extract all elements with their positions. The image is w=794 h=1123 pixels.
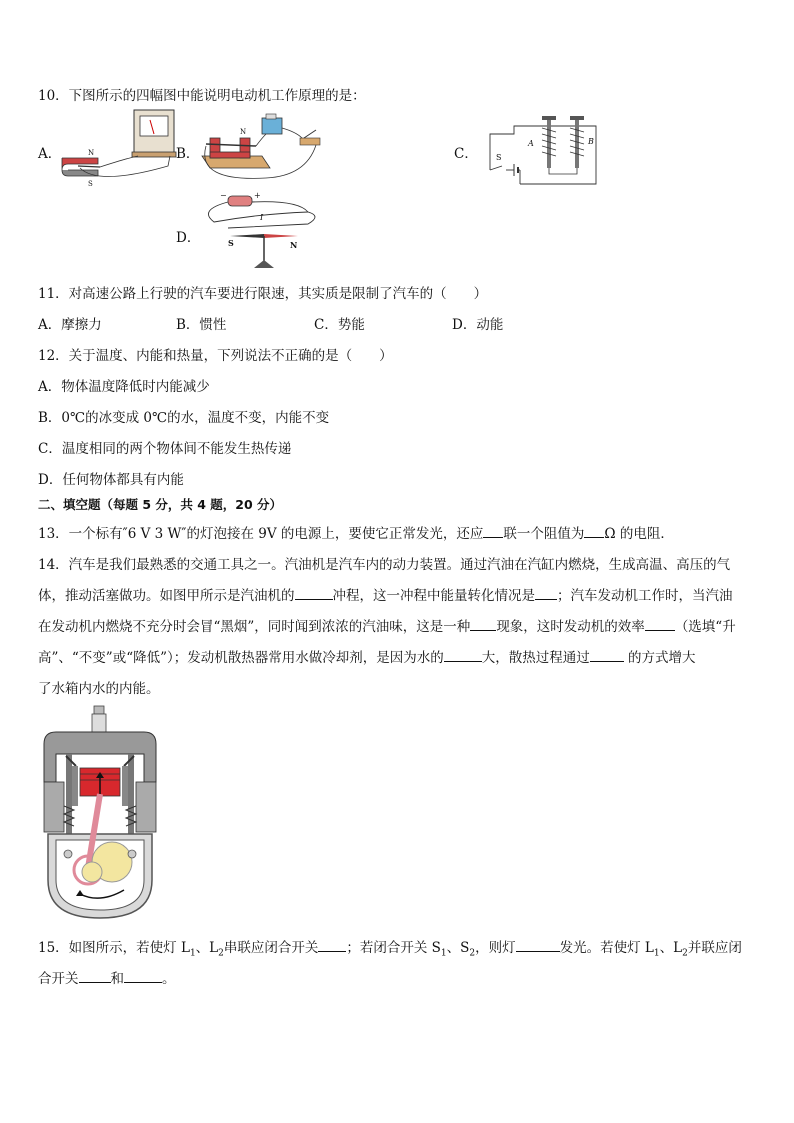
q14-l4-part-a: 高”、“不变”或“降低”）；发动机散热器常用水做冷却剂，是因为水的 xyxy=(38,650,444,666)
q14-l3-part-a: 在发动机内燃烧不充分时会冒“黑烟”，同时闻到浓浓的汽油味，这是一种 xyxy=(38,619,471,635)
q15-sub-l2: 2 xyxy=(218,948,224,959)
q14-line-4 xyxy=(38,646,696,666)
q10-d-plus: + xyxy=(254,191,261,200)
q15-l1-part-i: 并联应闭 xyxy=(687,940,742,956)
q15-sub-l1b: 1 xyxy=(653,948,660,959)
q13-part-3: Ω 的电阻． xyxy=(604,526,674,542)
q14-l3-part-c: （选填“升 xyxy=(674,619,736,635)
q11-stem: 11．对高速公路上行驶的汽车要进行限速，其实质是限制了汽车的（ ） xyxy=(38,286,488,302)
q15-l1-part-g: 发光。若使灯 L xyxy=(559,940,654,956)
q14-line-1: 14．汽车是我们最熟悉的交通工具之一。汽油机是汽车内的动力装置。通过汽油在汽缸内燃烧，生成高温、高压的气 xyxy=(38,557,731,573)
q15-l1-part-h: 、L xyxy=(659,940,683,956)
q11-options xyxy=(38,313,503,333)
q15-l1-part-c: 串联应闭合开关 xyxy=(223,940,319,956)
q15-l1-part-e: 、S xyxy=(446,940,470,956)
q15-l2-part-c: 。 xyxy=(162,971,176,987)
q15-l2-part-a: 合开关 xyxy=(38,971,79,987)
q13-part-2: 联一个阻值为 xyxy=(503,526,585,542)
q15-blank-parallel-1[interactable] xyxy=(79,970,111,983)
q14-line-2 xyxy=(38,584,733,604)
q11-option-a[interactable]: A．摩擦力 xyxy=(38,317,102,333)
q12-option-d[interactable]: D．任何物体都具有内能 xyxy=(38,472,184,488)
q11-option-b[interactable]: B．惯性 xyxy=(176,317,227,333)
q12-option-c[interactable]: C．温度相同的两个物体间不能发生热传递 xyxy=(38,441,292,457)
q10-figure-d xyxy=(198,190,322,272)
q14-l3-part-b: 现象，这时发动机的效率 xyxy=(496,619,645,635)
q14-blank-efficiency[interactable] xyxy=(645,618,675,631)
q10-option-c-label[interactable]: C． xyxy=(454,146,478,162)
q10-d-current: I xyxy=(260,213,264,222)
q10-figure-a xyxy=(58,108,178,188)
q14-line-3 xyxy=(38,615,736,635)
q10-c-switch-label: S xyxy=(496,153,502,162)
q15-sub-l2b: 2 xyxy=(682,948,688,959)
q14-blank-stroke[interactable] xyxy=(295,587,333,600)
q12-stem: 12．关于温度、内能和热量，下列说法不正确的是（ ） xyxy=(38,348,393,364)
q14-blank-energy[interactable] xyxy=(535,587,557,600)
q13-blank-1[interactable] xyxy=(483,525,503,538)
q10-option-d-label[interactable]: D． xyxy=(176,230,201,246)
q14-l4-part-b: 大，散热过程通过 xyxy=(481,650,590,666)
q14-blank-method[interactable] xyxy=(590,649,624,662)
q15-sub-s1: 1 xyxy=(440,948,447,959)
q15-blank-series[interactable] xyxy=(318,939,346,952)
q12-option-a[interactable]: A．物体温度降低时内能减少 xyxy=(38,379,210,395)
q14-line-5: 了水箱内水的内能。 xyxy=(38,681,160,697)
q10-figure-b xyxy=(196,112,326,184)
q15-sub-l1: 1 xyxy=(189,948,196,959)
engine-cylinder-figure xyxy=(40,704,160,924)
q15-l1-part-b: 、L xyxy=(195,940,219,956)
q10-a-south: S xyxy=(88,180,93,188)
q14-l4-part-c: 的方式增大 xyxy=(623,650,696,666)
q10-d-south: S xyxy=(228,238,234,248)
q11-option-c[interactable]: C．势能 xyxy=(314,317,365,333)
q10-a-north: N xyxy=(88,149,95,157)
q15-line-2 xyxy=(38,967,176,987)
q10-c-label-a: A xyxy=(528,139,534,148)
q14-blank-property[interactable] xyxy=(444,649,482,662)
q15-line-1 xyxy=(38,936,742,959)
q14-l2-part-b: 冲程，这一冲程中能量转化情况是 xyxy=(332,588,535,604)
q10-d-north: N xyxy=(290,240,298,250)
q10-stem: 10．下图所示的四幅图中能说明电动机工作原理的是： xyxy=(38,88,366,104)
q15-sub-s2: 2 xyxy=(469,948,476,959)
q13-part-1: 13．一个标有″6 V 3 W″的灯泡接在 9V 的电源上，要使它正常发光，还应 xyxy=(38,526,484,542)
q11-option-d[interactable]: D．动能 xyxy=(452,317,504,333)
section-2-heading: 二、填空题（每题 5 分，共 4 题，20 分） xyxy=(38,497,283,512)
q14-blank-phenomenon[interactable] xyxy=(470,618,496,631)
q10-d-minus: − xyxy=(220,191,227,200)
q15-l1-part-d: ；若闭合开关 S xyxy=(346,940,441,956)
q13-blank-2[interactable] xyxy=(584,525,604,538)
q13-text xyxy=(38,522,674,542)
q10-b-north: N xyxy=(240,128,247,136)
q12-option-b[interactable]: B．0℃的冰变成 0℃的水，温度不变，内能不变 xyxy=(38,410,330,426)
q15-blank-lamp[interactable] xyxy=(516,939,560,952)
q15-l1-part-a: 15．如图所示，若使灯 L xyxy=(38,940,190,956)
q10-option-b-label[interactable]: B． xyxy=(176,146,200,162)
q15-l2-part-b: 和 xyxy=(110,971,124,987)
q15-blank-parallel-2[interactable] xyxy=(124,970,162,983)
q14-l2-part-c: ；汽车发动机工作时，当汽油 xyxy=(557,588,733,604)
q10-figure-c xyxy=(484,112,604,186)
q15-l1-part-f: ，则灯 xyxy=(475,940,516,956)
q10-option-a-label[interactable]: A． xyxy=(38,146,62,162)
q14-l2-part-a: 体，推动活塞做功。如图甲所示是汽油机的 xyxy=(38,588,295,604)
q10-c-label-b: B xyxy=(588,137,594,146)
